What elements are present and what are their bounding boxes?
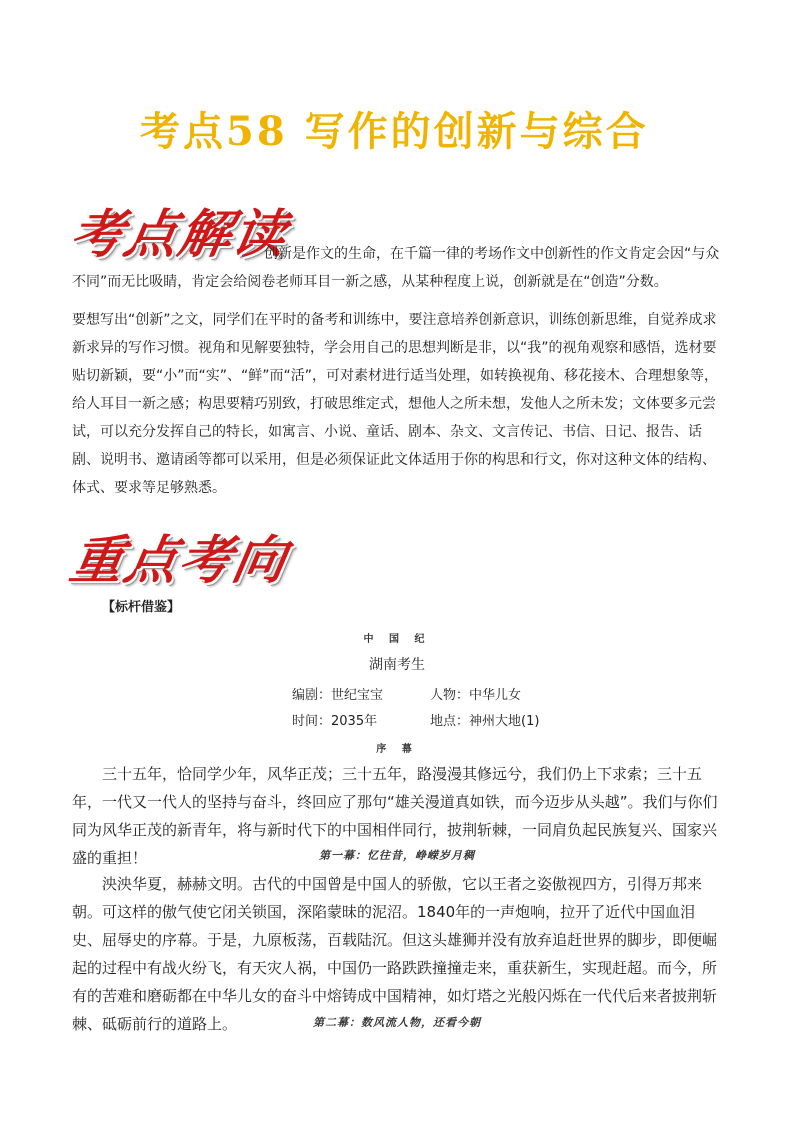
essay-author: 湖南考生 [369,657,425,673]
section-banner-focus: 重点考向 [65,530,293,591]
section-banner-interpretation: 考点解读 [65,204,293,265]
essay-title: 中 国 纪 [363,634,431,645]
benchmark-label: 【标杆借鉴】 [102,600,181,615]
interpretation-paragraph-1: 创新是作文的生命，在千篇一律的考场作文中创新性的作文肯定会因“与众不同”而无比吸睛，肯定会给阅卷老师耳目一新之感，从某种程度上说，创新就是在“创造”分数。 [72,246,720,290]
screenwriter-info: 编剧：世纪宝宝 [292,688,384,703]
interpretation-paragraph-2: 要想写出“创新”之文，同学们在平时的备考和训练中，要注意培养创新意识，训练创新思维，自觉养成求新求异的写作习惯。视角和见解要独特，学会用自己的思想判断是非，以“我”的视角观察和感悟，选材要贴切新颖，要“小”而“实”、“鲜”而“活”，可对素材进行适当处理，如转换视角、移花接木、合理想象等，给人耳目一新之感；构思要精巧别致，打破思维定式，想他人之所未想，发他人之所未发；文体要多元尝试，可以充分发挥自己的特长，如寓言、小说、童话、剧本、杂文、文言传记、书信、日记、报告、话剧、说明书、邀请函等都可以采用，但是必须保证此文体适用于你的构思和行文，你对这种文体的结构、体式、要求等足够熟悉。 [72,312,719,496]
prologue-heading: 序 幕 [376,744,418,755]
time-info: 时间：2035年 [292,714,378,729]
act2-heading: 第二幕：数风流人物，还看今朝 [313,1016,481,1029]
page-title: 考点58 写作的创新与综合 [140,108,649,155]
act1-heading: 第一幕：忆往昔，峥嵘岁月稠 [319,849,475,862]
act1-paragraph: 泱泱华夏，赫赫文明。古代的中国曾是中国人的骄傲，它以王者之姿傲视四方，引得万邦来朝。可这样的傲气使它闭关锁国，深陷蒙昧的泥沼。1840年的一声炮响，拉开了近代中国血泪史、屈辱史的序幕。于是，九原板荡，百载陆沉。但这头雄狮并没有放弃追赶世界的脚步，即便崛起的过程中有战火纷飞，有天灾人祸，中国仍一路跌跌撞撞走来，重获新生，实现赶超。而今，所有的苦难和磨砺都在中华儿女的奋斗中熔铸成中国精神，如灯塔之光般闪烁在一代代后来者披荆斩棘、砥砺前行的道路上。 [72,875,718,1033]
characters-info: 人物：中华儿女 [430,688,522,703]
place-info: 地点：神州大地(1) [430,714,540,729]
prologue-paragraph: 三十五年，恰同学少年，风华正茂；三十五年，路漫漫其修远兮，我们仍上下求索；三十五年，一代又一代人的坚持与奋斗，终回应了那句“雄关漫道真如铁，而今迈步从头越”。我们与你们同为风华正茂的新青年，将与新时代下的中国相伴同行，披荆斩棘，一同肩负起民族复兴、国家兴盛的重担！ [72,765,718,867]
